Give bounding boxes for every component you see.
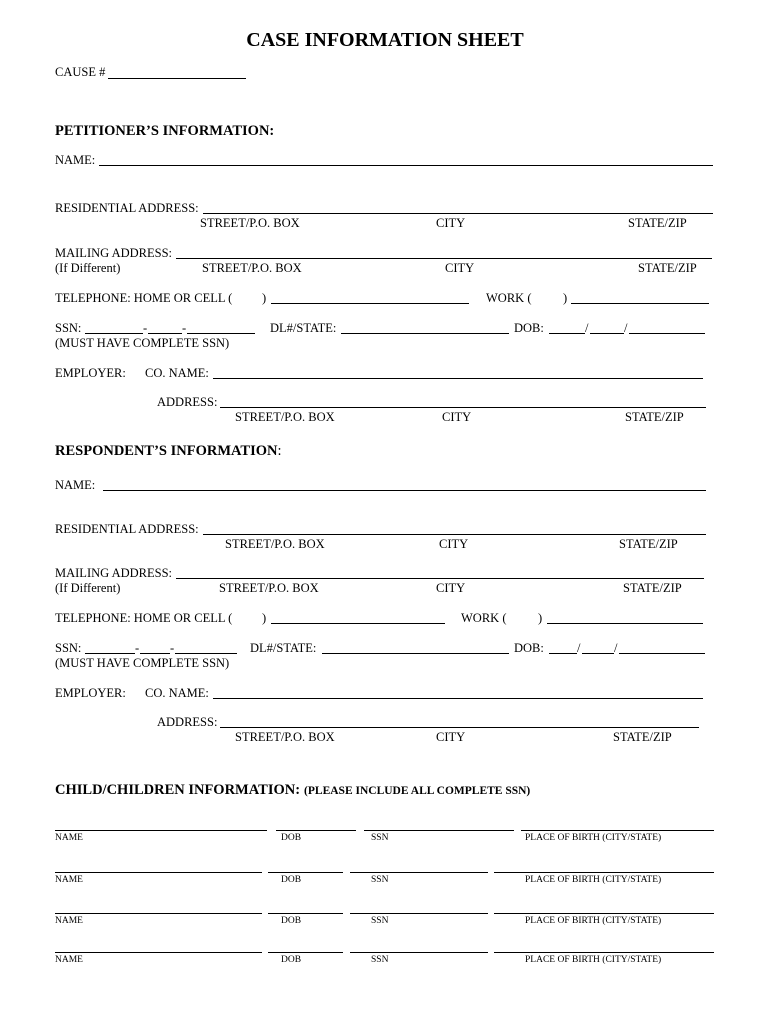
respondent-ssn-dash1: -	[135, 641, 140, 655]
child-3-pob-field[interactable]	[494, 913, 714, 914]
petitioner-ssn-part2[interactable]	[148, 333, 182, 334]
petitioner-co-name-field[interactable]	[213, 378, 703, 379]
respondent-ssn-part1[interactable]	[85, 653, 135, 654]
petitioner-mailing-street: STREET/P.O. BOX	[202, 261, 302, 275]
petitioner-dob-slash1: /	[585, 321, 589, 335]
respondent-mailing-label: MAILING ADDRESS:	[55, 566, 173, 580]
child-1-ssn-label: SSN	[371, 833, 389, 843]
petitioner-ssn-label: SSN:	[55, 321, 82, 335]
respondent-if-different: (If Different)	[55, 581, 121, 595]
respondent-dob-year[interactable]	[619, 653, 705, 654]
child-2-dob-label: DOB	[281, 875, 302, 885]
child-2-name-label: NAME	[55, 875, 83, 885]
child-4-dob-label: DOB	[281, 955, 302, 965]
child-1-dob-label: DOB	[281, 833, 302, 843]
respondent-ssn-dash2: -	[170, 641, 175, 655]
respondent-home-phone-field[interactable]	[271, 623, 445, 624]
respondent-heading-colon: :	[277, 443, 282, 459]
respondent-ssn-part3[interactable]	[175, 653, 237, 654]
child-4-ssn-label: SSN	[371, 955, 389, 965]
petitioner-co-name-label: CO. NAME:	[145, 366, 209, 380]
petitioner-dl-field[interactable]	[341, 333, 509, 334]
child-2-pob-field[interactable]	[494, 872, 714, 873]
respondent-residential-city: CITY	[439, 537, 469, 551]
respondent-name-field[interactable]	[103, 490, 706, 491]
respondent-dob-day[interactable]	[582, 653, 614, 654]
child-3-ssn-label: SSN	[371, 916, 389, 926]
petitioner-residential-label: RESIDENTIAL ADDRESS:	[55, 201, 199, 215]
children-subheading: (PLEASE INCLUDE ALL COMPLETE SSN)	[304, 785, 531, 797]
respondent-dob-slash2: /	[614, 641, 618, 655]
petitioner-work-phone-field[interactable]	[571, 303, 709, 304]
cause-number-field[interactable]	[108, 78, 246, 79]
petitioner-ssn-part3[interactable]	[187, 333, 255, 334]
petitioner-ssn-part1[interactable]	[85, 333, 143, 334]
petitioner-name-field[interactable]	[99, 165, 713, 166]
respondent-telephone-label: TELEPHONE: HOME OR CELL (	[55, 611, 233, 625]
respondent-must-have-ssn: (MUST HAVE COMPLETE SSN)	[55, 656, 230, 670]
petitioner-telephone-paren: )	[262, 291, 267, 305]
petitioner-telephone-label: TELEPHONE: HOME OR CELL (	[55, 291, 233, 305]
petitioner-employer-address-field[interactable]	[220, 407, 706, 408]
petitioner-employer-statezip: STATE/ZIP	[625, 410, 684, 424]
respondent-ssn-part2[interactable]	[140, 653, 170, 654]
petitioner-work-label: WORK (	[486, 291, 532, 305]
petitioner-residential-field[interactable]	[203, 213, 713, 214]
respondent-residential-label: RESIDENTIAL ADDRESS:	[55, 522, 199, 536]
respondent-dob-label: DOB:	[514, 641, 544, 655]
petitioner-dl-label: DL#/STATE:	[270, 321, 337, 335]
respondent-mailing-field[interactable]	[176, 578, 704, 579]
child-2-name-field[interactable]	[55, 872, 262, 873]
child-4-pob-field[interactable]	[494, 952, 714, 953]
child-1-ssn-field[interactable]	[364, 830, 514, 831]
petitioner-dob-day[interactable]	[590, 333, 624, 334]
child-1-dob-field[interactable]	[276, 830, 356, 831]
child-1-pob-label: PLACE OF BIRTH (CITY/STATE)	[525, 833, 662, 843]
respondent-mailing-city: CITY	[436, 581, 466, 595]
petitioner-dob-label: DOB:	[514, 321, 544, 335]
child-3-name-field[interactable]	[55, 913, 262, 914]
petitioner-name-label: NAME:	[55, 153, 96, 167]
petitioner-mailing-statezip: STATE/ZIP	[638, 261, 697, 275]
respondent-work-phone-field[interactable]	[547, 623, 703, 624]
respondent-mailing-street: STREET/P.O. BOX	[219, 581, 319, 595]
child-3-pob-label: PLACE OF BIRTH (CITY/STATE)	[525, 916, 662, 926]
respondent-employer-label: EMPLOYER:	[55, 686, 126, 700]
respondent-employer-statezip: STATE/ZIP	[613, 730, 672, 744]
petitioner-employer-city: CITY	[442, 410, 472, 424]
petitioner-dob-year[interactable]	[629, 333, 705, 334]
petitioner-ssn-dash2: -	[182, 321, 187, 335]
child-4-pob-label: PLACE OF BIRTH (CITY/STATE)	[525, 955, 662, 965]
respondent-dl-field[interactable]	[322, 653, 509, 654]
child-3-dob-label: DOB	[281, 916, 302, 926]
petitioner-residential-city: CITY	[436, 216, 466, 230]
cause-label: CAUSE #	[55, 65, 106, 79]
child-4-name-field[interactable]	[55, 952, 262, 953]
petitioner-mailing-label: MAILING ADDRESS:	[55, 246, 173, 260]
petitioner-dob-slash2: /	[624, 321, 628, 335]
page-title: CASE INFORMATION SHEET	[246, 29, 524, 51]
child-4-dob-field[interactable]	[268, 952, 343, 953]
petitioner-residential-street: STREET/P.O. BOX	[200, 216, 300, 230]
child-3-dob-field[interactable]	[268, 913, 343, 914]
child-2-dob-field[interactable]	[268, 872, 343, 873]
child-2-pob-label: PLACE OF BIRTH (CITY/STATE)	[525, 875, 662, 885]
child-4-ssn-field[interactable]	[350, 952, 488, 953]
respondent-dob-slash1: /	[577, 641, 581, 655]
respondent-name-label: NAME:	[55, 478, 96, 492]
child-2-ssn-field[interactable]	[350, 872, 488, 873]
petitioner-employer-street: STREET/P.O. BOX	[235, 410, 335, 424]
child-2-ssn-label: SSN	[371, 875, 389, 885]
petitioner-mailing-city: CITY	[445, 261, 475, 275]
petitioner-if-different: (If Different)	[55, 261, 121, 275]
respondent-heading	[55, 443, 282, 460]
respondent-employer-city: CITY	[436, 730, 466, 744]
child-3-ssn-field[interactable]	[350, 913, 488, 914]
petitioner-residential-statezip: STATE/ZIP	[628, 216, 687, 230]
petitioner-dob-month[interactable]	[549, 333, 585, 334]
petitioner-work-paren: )	[563, 291, 568, 305]
child-1-name-field[interactable]	[55, 830, 267, 831]
children-heading-text: CHILD/CHILDREN INFORMATION:	[55, 782, 301, 798]
child-1-name-label: NAME	[55, 833, 83, 843]
respondent-dob-month[interactable]	[549, 653, 577, 654]
respondent-telephone-paren: )	[262, 611, 267, 625]
respondent-residential-street: STREET/P.O. BOX	[225, 537, 325, 551]
petitioner-employer-label: EMPLOYER:	[55, 366, 126, 380]
respondent-heading-text: RESPONDENT’S INFORMATION	[55, 443, 278, 459]
respondent-employer-street: STREET/P.O. BOX	[235, 730, 335, 744]
petitioner-ssn-dash1: -	[143, 321, 148, 335]
petitioner-home-phone-field[interactable]	[271, 303, 469, 304]
petitioner-must-have-ssn: (MUST HAVE COMPLETE SSN)	[55, 336, 230, 350]
respondent-co-name-label: CO. NAME:	[145, 686, 209, 700]
child-4-name-label: NAME	[55, 955, 83, 965]
petitioner-employer-address-label: ADDRESS:	[157, 395, 218, 409]
respondent-mailing-statezip: STATE/ZIP	[623, 581, 682, 595]
respondent-residential-field[interactable]	[203, 534, 706, 535]
child-3-name-label: NAME	[55, 916, 83, 926]
respondent-employer-address-field[interactable]	[220, 727, 699, 728]
respondent-work-paren: )	[538, 611, 543, 625]
respondent-residential-statezip: STATE/ZIP	[619, 537, 678, 551]
children-heading	[55, 781, 530, 799]
petitioner-mailing-field[interactable]	[176, 258, 712, 259]
respondent-dl-label: DL#/STATE:	[250, 641, 317, 655]
respondent-co-name-field[interactable]	[213, 698, 703, 699]
respondent-employer-address-label: ADDRESS:	[157, 715, 218, 729]
respondent-work-label: WORK (	[461, 611, 507, 625]
child-1-pob-field[interactable]	[521, 830, 714, 831]
petitioner-heading: PETITIONER’S INFORMATION:	[55, 123, 275, 139]
respondent-ssn-label: SSN:	[55, 641, 82, 655]
